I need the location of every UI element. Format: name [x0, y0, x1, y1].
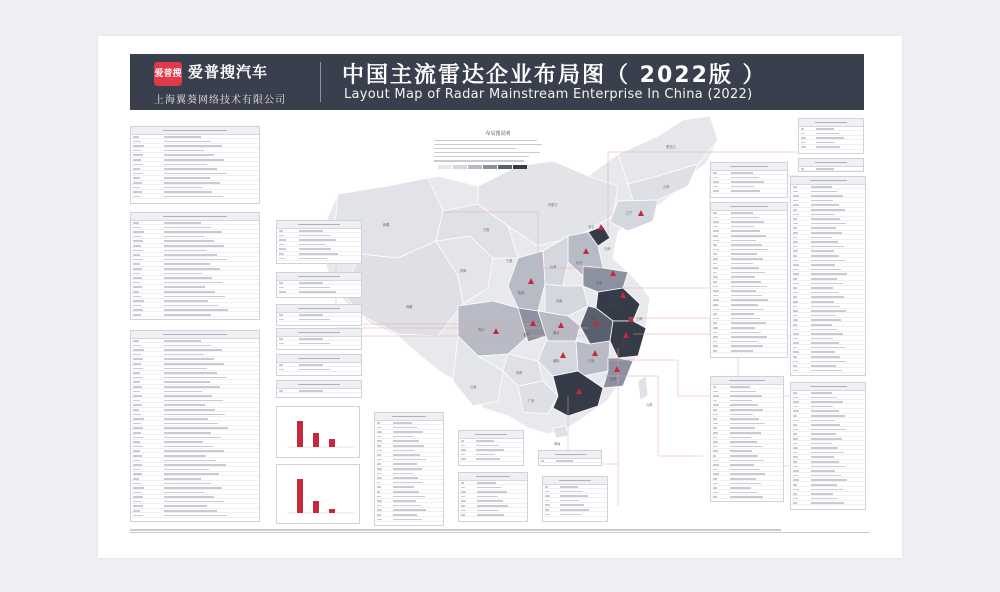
- mid-table-6: [276, 380, 362, 398]
- scale-swatch-4: [483, 165, 497, 169]
- label-shanghai: 上海: [636, 317, 643, 321]
- bottom-table-2: [458, 430, 524, 466]
- mid-table-3: [276, 304, 362, 326]
- bar-3: [329, 509, 335, 513]
- scale-swatch-5: [498, 165, 512, 169]
- scale-swatch-3: [468, 165, 482, 169]
- footer-notes: [130, 528, 870, 533]
- title-chinese: 中国主流雷达企业布局图（ 2022版 ）: [342, 63, 767, 88]
- region-shanghai-zhejiang: [610, 321, 646, 358]
- legend-line: [430, 139, 566, 142]
- map-poster: [98, 36, 902, 558]
- table-title-bar: [791, 383, 865, 391]
- table-row: [543, 512, 607, 517]
- label-shanxi: 山西: [550, 265, 557, 269]
- table-row: [277, 256, 361, 261]
- region-taiwan: [638, 376, 648, 400]
- label-jilin: 吉林: [663, 185, 670, 189]
- left-table-3: [130, 330, 260, 522]
- table-row: [375, 517, 443, 522]
- label-xizang: 西藏: [406, 305, 413, 309]
- label-ningxia: 宁夏: [506, 259, 513, 263]
- table-title-bar: [711, 163, 787, 171]
- brand-name: 爱普搜汽车: [188, 63, 269, 81]
- bar-chart-2-svg: [277, 465, 361, 519]
- table-title-bar: [543, 477, 607, 485]
- company-name: 上海翼葵网络技术有限公司: [154, 95, 286, 106]
- table-title-bar: [711, 203, 787, 211]
- table-row: [277, 341, 361, 346]
- label-shandong: 山东: [596, 281, 603, 285]
- scale-swatch-1: [438, 165, 452, 169]
- legend-title: 布局图说明: [485, 131, 511, 137]
- label-hainan: 海南: [554, 442, 561, 446]
- table-row: [799, 167, 863, 172]
- left-table-2: [130, 212, 260, 320]
- label-neimenggu: 内蒙古: [548, 203, 558, 207]
- label-jiangsu: 江苏: [610, 303, 617, 307]
- legend-color-scale: [438, 165, 566, 169]
- table-row: [799, 145, 863, 150]
- label-shaanxi: 陕西: [518, 291, 525, 295]
- bottom-table-4: [538, 450, 602, 466]
- scale-swatch-2: [453, 165, 467, 169]
- label-sichuan: 四川: [478, 328, 485, 332]
- label-heilongjiang: 黑龙江: [666, 145, 676, 149]
- bar-3: [329, 439, 335, 447]
- label-gansu: 甘肃: [483, 228, 490, 232]
- label-guangxi: 广西: [528, 399, 535, 403]
- map-legend: [430, 130, 566, 192]
- table-title-bar: [539, 451, 601, 459]
- bottom-table-5: [542, 476, 608, 522]
- bottom-table-3: [458, 472, 528, 522]
- brand-logo: 爱普搜: [154, 62, 182, 86]
- mid-table-1: [276, 220, 362, 264]
- header-banner: [130, 54, 864, 110]
- table-row: [131, 194, 259, 199]
- bar-2: [313, 433, 319, 447]
- table-row: [277, 290, 361, 295]
- label-henan: 河南: [556, 299, 563, 303]
- table-row: [277, 389, 361, 394]
- table-title-bar: [277, 273, 361, 281]
- label-qinghai: 青海: [460, 269, 467, 273]
- right-table-4: [798, 118, 864, 154]
- table-row: [539, 459, 601, 464]
- label-guangdong: 广东: [573, 405, 580, 409]
- label-xinjiang: 新疆: [383, 223, 390, 227]
- bar-chart-1-svg: [277, 407, 361, 453]
- label-chongqing: 重庆: [523, 333, 530, 337]
- legend-line: [430, 151, 566, 154]
- table-title-bar: [277, 305, 361, 313]
- table-row: [459, 513, 527, 518]
- table-title-bar: [277, 381, 361, 389]
- right-table-3: [710, 376, 784, 502]
- legend-line: [430, 147, 566, 150]
- title-english: Layout Map of Radar Mainstream Enterprise In China (2022): [344, 87, 753, 102]
- scale-swatch-6: [513, 165, 527, 169]
- table-title-bar: [375, 413, 443, 421]
- mid-table-4: [276, 328, 362, 350]
- bar-1: [297, 421, 303, 447]
- table-title-bar: [131, 213, 259, 221]
- legend-line: [430, 155, 566, 158]
- bar-1: [297, 479, 303, 513]
- bar-chart-1: [276, 406, 360, 458]
- table-title-bar: [131, 127, 259, 135]
- label-yunnan: 云南: [470, 385, 477, 389]
- table-title-bar: [277, 355, 361, 363]
- label-anhui: 安徽: [590, 317, 597, 321]
- legend-line: [430, 143, 566, 146]
- right-table-5: [798, 158, 864, 172]
- table-title-bar: [277, 329, 361, 337]
- left-table-1: [130, 126, 260, 204]
- table-row: [277, 367, 361, 372]
- table-title-bar: [459, 473, 527, 481]
- legend-line: [430, 159, 566, 162]
- table-title-bar: [131, 331, 259, 339]
- right-table-2: [710, 202, 788, 358]
- bar-2: [313, 501, 319, 513]
- table-title-bar: [799, 119, 863, 127]
- table-title-bar: [277, 221, 361, 229]
- bar-chart-2: [276, 464, 360, 524]
- right-table-6: [790, 176, 866, 376]
- mid-table-5: [276, 354, 362, 376]
- label-guizhou: 贵州: [516, 371, 523, 375]
- label-hubei: 湖北: [553, 331, 560, 335]
- region-hainan: [553, 426, 568, 438]
- label-fujian: 福建: [610, 377, 617, 381]
- label-taiwan: 台湾: [646, 403, 653, 407]
- table-row: [131, 513, 259, 518]
- footer-line-2: [130, 532, 870, 534]
- table-row: [791, 368, 865, 373]
- label-liaoning: 辽宁: [626, 211, 633, 215]
- label-hunan: 湖南: [553, 359, 560, 363]
- table-title-bar: [711, 377, 783, 385]
- table-row: [791, 501, 865, 506]
- header-divider: [320, 62, 321, 102]
- label-jiangxi: 江西: [588, 359, 595, 363]
- label-hebei: 河北: [576, 261, 583, 265]
- table-title-bar: [459, 431, 523, 439]
- label-zhejiang: 浙江: [622, 343, 629, 347]
- table-title-bar: [799, 159, 863, 167]
- label-beijing: 北京: [588, 225, 595, 229]
- mid-table-2: [276, 272, 362, 298]
- table-row: [711, 495, 783, 500]
- right-table-1: [710, 162, 788, 198]
- table-row: [711, 189, 787, 194]
- right-table-7: [790, 382, 866, 510]
- bottom-table-1: [374, 412, 444, 526]
- label-tianjin: 天津: [604, 247, 611, 251]
- table-row: [459, 457, 523, 462]
- table-row: [131, 312, 259, 317]
- table-row: [711, 348, 787, 353]
- table-title-bar: [791, 177, 865, 185]
- table-row: [277, 317, 361, 322]
- footer-line-1: [130, 529, 870, 531]
